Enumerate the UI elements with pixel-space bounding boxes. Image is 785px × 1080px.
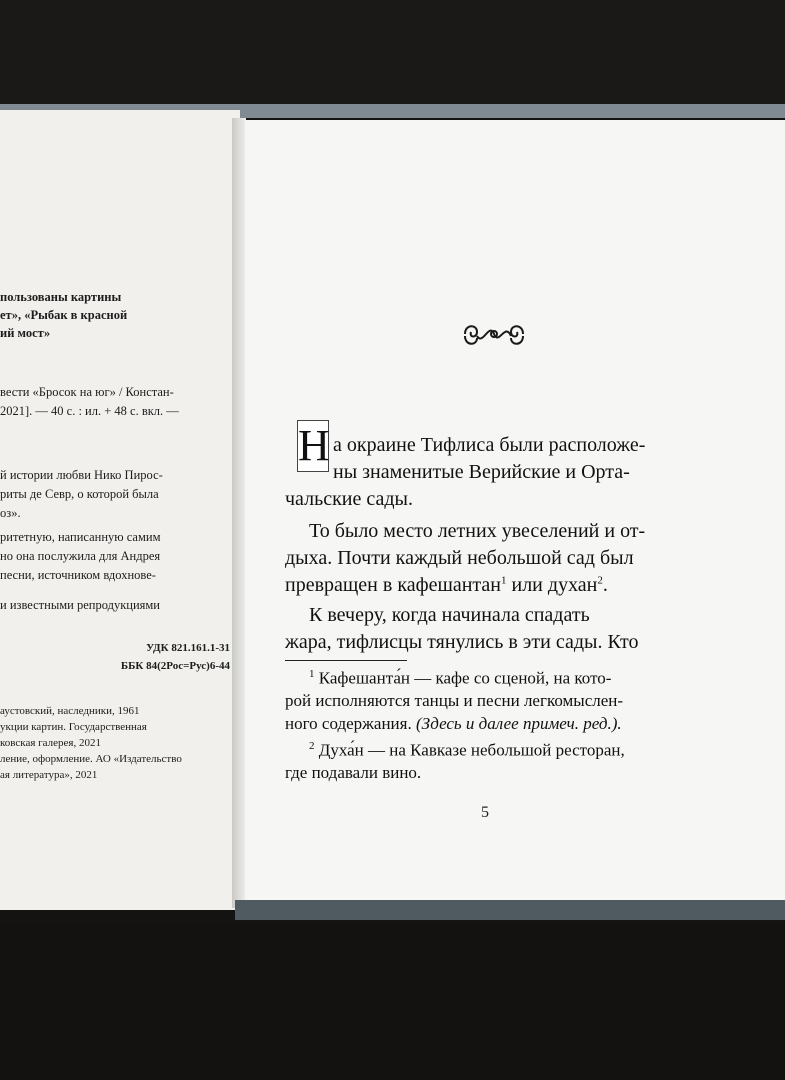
right-page — [245, 120, 785, 910]
copyright-line: аустовский, наследники, 1961 — [0, 705, 140, 717]
footnote-text: Духа́н — на Кавказе небольшой ресторан, — [318, 740, 625, 760]
bib-line: 2021]. — 40 с. : ил. + 48 с. вкл. — — [0, 404, 179, 418]
copyright-line: укции картин. Государственная — [0, 721, 147, 733]
annotation-line: но она послужила для Андрея — [0, 549, 161, 563]
background-top — [0, 0, 785, 110]
footnote-ref-2[interactable]: 2 — [597, 574, 603, 587]
text-line-with-notes — [285, 574, 608, 597]
annotation-line: риты де Севр, о которой была — [0, 487, 159, 501]
background-bottom — [0, 925, 785, 1080]
text-line: а окраине Тифлиса были расположе- — [333, 434, 646, 456]
drop-cap: Н — [298, 421, 330, 470]
text-segment: . — [602, 574, 608, 596]
text-line: ны знаменитые Верийские и Орта- — [333, 461, 630, 483]
annotation-line: ритетную, написанную самим — [0, 530, 161, 544]
annotation-line: й истории любви Нико Пирос- — [0, 468, 163, 482]
credits-line: ет», «Рыбак в красной — [0, 308, 128, 322]
book-gutter — [232, 118, 246, 908]
footnote-2 — [309, 740, 625, 761]
text-line: То было место летних увеселений и от- — [309, 520, 646, 542]
copyright-line: ковская галерея, 2021 — [0, 737, 101, 749]
book-cover-edge-bottom — [235, 900, 785, 920]
left-page — [0, 110, 240, 910]
footnote-text-line — [285, 714, 622, 734]
annotation-line: и известными репродукциями — [0, 598, 160, 612]
ornament-icon — [459, 316, 529, 352]
footnote-text: Кафешанта́н — кафе со сценой, на кото- — [318, 668, 612, 688]
text-line: чальские сады. — [285, 488, 413, 510]
footnote-ref-1[interactable]: 1 — [501, 574, 507, 587]
text-line: дыха. Почти каждый небольшой сад был — [285, 547, 634, 569]
footnote-mark: 2 — [309, 740, 315, 752]
footnote-text: ного содержания. — [285, 714, 416, 733]
copyright-line: ая литература», 2021 — [0, 769, 98, 781]
footnote-rule — [285, 660, 407, 661]
credits-line: ий мост» — [0, 326, 51, 340]
page-number: 5 — [481, 804, 489, 821]
udk-code: УДК 821.161.1-31 — [146, 642, 230, 654]
annotation-line: оз». — [0, 506, 21, 520]
footnote-mark: 1 — [309, 668, 315, 680]
bib-line: вести «Бросок на юг» / Констан- — [0, 385, 174, 399]
text-line: К вечеру, когда начинала спадать — [309, 604, 590, 626]
text-segment: превращен в кафешантан — [285, 574, 501, 596]
footnote-text-italic: (Здесь и далее примеч. ред.). — [415, 714, 622, 733]
footnote-1 — [309, 668, 611, 689]
footnote-text: рой исполняются танцы и песни легкомыслен- — [285, 691, 624, 710]
annotation-line: песни, источником вдохнове- — [0, 568, 156, 582]
text-segment: или духан — [506, 574, 598, 596]
copyright-line: ление, оформление. АО «Издательство — [0, 753, 182, 765]
credits-line: пользованы картины — [0, 290, 122, 304]
text-line: жара, тифлисцы тянулись в эти сады. Кто — [285, 631, 639, 653]
bbk-code: ББК 84(2Рос=Рус)6-44 — [120, 660, 230, 672]
footnote-text: где подавали вино. — [285, 763, 422, 782]
